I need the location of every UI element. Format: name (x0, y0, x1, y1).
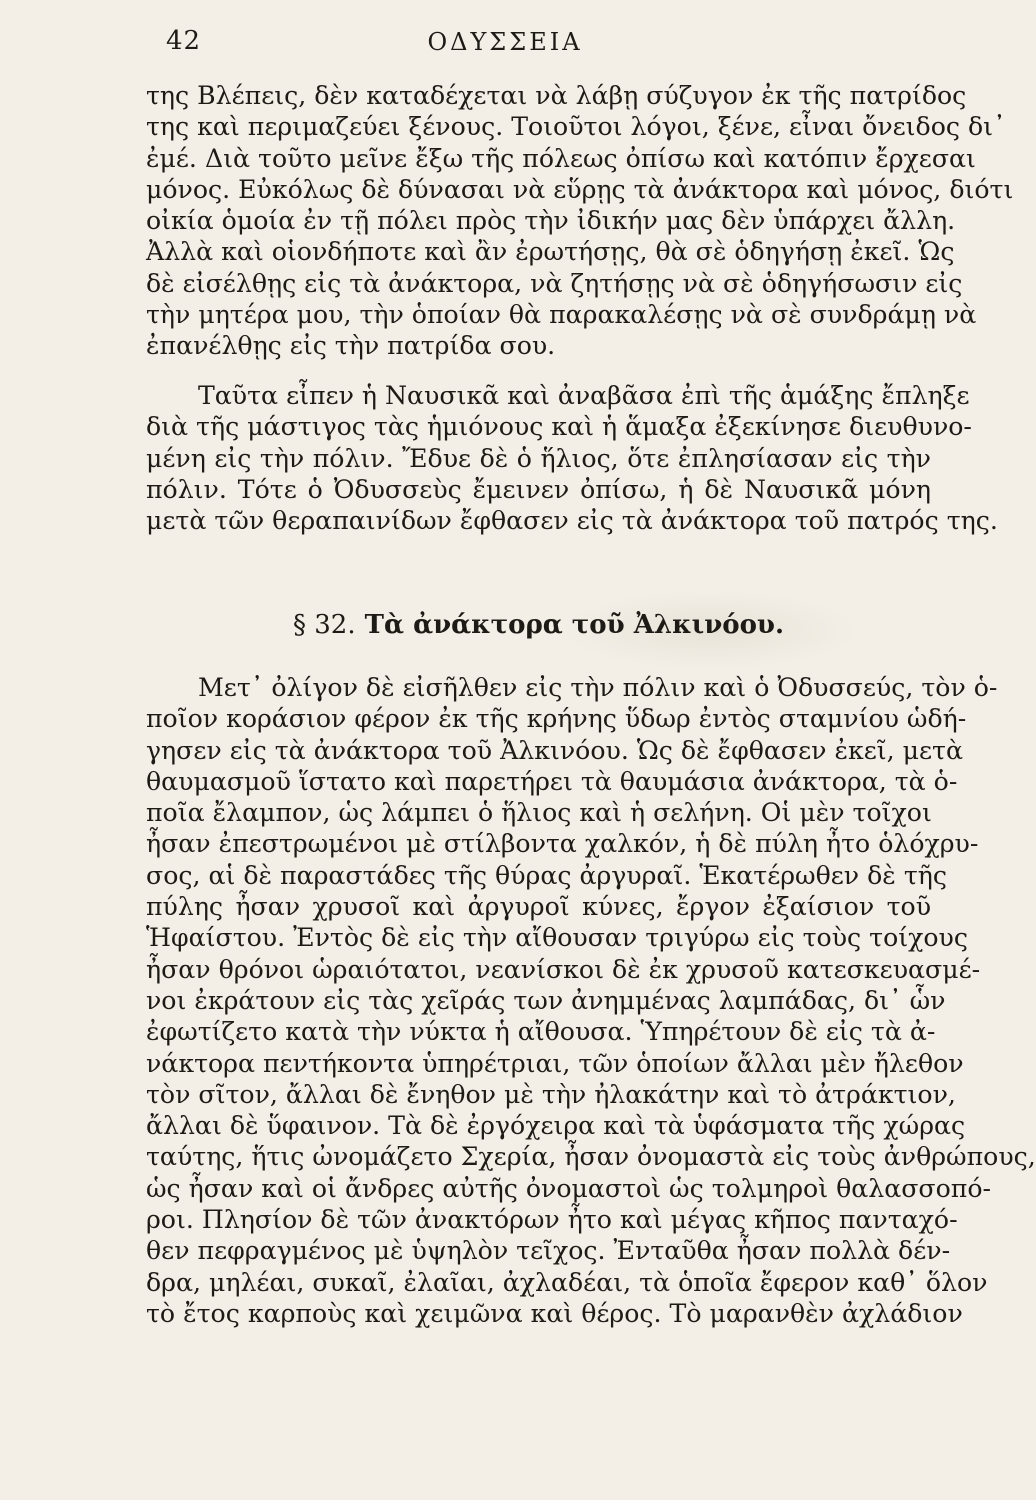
running-title: ΟΔΥΣΣΕΙΑ (427, 28, 583, 56)
text-line: θαυμασμοῦ ἵστατο καὶ παρετήρει τὰ θαυμάσια ἀνάκτορα, τὰ ὁ- (146, 766, 958, 796)
text-line: δὲ εἰσέλθῃς εἰς τὰ ἀνάκτορα, νὰ ζητήσῃς νὰ σὲ ὁδηγήσωσιν εἰς (146, 268, 963, 298)
text-line: ὡς ἦσαν καὶ οἱ ἄνδρες αὐτῆς ὀνομαστοὶ ὡς τολμηροὶ θαλασσοπό- (146, 1173, 991, 1203)
text-line: ταύτης, ἥτις ὠνομάζετο Σχερία, ἦσαν ὀνομαστὰ εἰς τοὺς ἀνθρώπους, (146, 1142, 1036, 1172)
text-line: νοι ἐκράτουν εἰς τὰς χεῖράς των ἀνημμένας λαμπάδας, δι᾽ ὧν (146, 985, 946, 1015)
text-line: της Βλέπεις, δὲν καταδέχεται νὰ λάβῃ σύζυγον ἐκ τῆς πατρίδος (146, 81, 967, 110)
text-line: τὸν σῖτον, ἄλλαι δὲ ἔνηθον μὲ τὴν ἠλακάτην καὶ τὸ ἀτράκτιον, (146, 1079, 956, 1109)
running-head (120, 26, 890, 66)
paragraph-2 (146, 380, 998, 536)
text-line: ποῖα ἔλαμπον, ὡς λάμπει ὁ ἥλιος καὶ ἡ σελήνη. Οἱ μὲν τοῖχοι (146, 798, 932, 828)
text-line: Μετ᾽ ὀλίγον δὲ εἰσῆλθεν εἰς τὴν πόλιν καὶ ὁ Ὀδυσσεύς, τὸν ὁ- (198, 673, 998, 702)
text-line: σος, αἱ δὲ παραστάδες τῆς θύρας ἀργυραῖ. Ἑκατέρωθεν δὲ τῆς (146, 860, 947, 890)
text-line: ἐφωτίζετο κατὰ τὴν νύκτα ἡ αἴθουσα. Ὑπηρέτουν δὲ εἰς τὰ ἀ- (146, 1017, 936, 1047)
section-heading (146, 610, 931, 640)
text-line: ἦσαν ἐπεστρωμένοι μὲ στίλβοντα χαλκόν, ἡ δὲ πύλη ἦτο ὁλόχρυ- (146, 829, 979, 859)
text-line: γησεν εἰς τὰ ἀνάκτορα τοῦ Ἀλκινόου. Ὡς δὲ ἔφθασεν ἐκεῖ, μετὰ (146, 735, 963, 765)
text-line: Ταῦτα εἶπεν ἡ Ναυσικᾶ καὶ ἀναβᾶσα ἐπὶ τῆς ἁμάξης ἔπληξε (198, 381, 970, 410)
text-line: διὰ τῆς μάστιγος τὰς ἡμιόνους καὶ ἡ ἅμαξα ἐξεκίνησε διευθυνο- (146, 412, 972, 442)
paragraph-1 (146, 80, 1014, 362)
text-line: νάκτορα πεντήκοντα ὑπηρέτριαι, τῶν ὁποίων ἄλλαι μὲν ἤλεθον (146, 1048, 964, 1078)
text-line: μετὰ τῶν θεραπαινίδων ἔφθασεν εἰς τὰ ἀνάκτορα τοῦ πατρός της. (146, 506, 998, 536)
text-line: τὸ ἔτος καρποὺς καὶ χειμῶνα καὶ θέρος. Τὸ μαρανθὲν ἀχλάδιον (146, 1298, 963, 1328)
text-line: ἐμέ. Διὰ τοῦτο μεῖνε ἔξω τῆς πόλεως ὀπίσω καὶ κατόπιν ἔρχεσαι (146, 143, 976, 173)
paragraph-3 (146, 672, 1036, 1329)
text-line: ἐπανέλθῃς εἰς τὴν πατρίδα σου. (146, 331, 556, 361)
text-line: ἄλλαι δὲ ὕφαινον. Τὰ δὲ ἐργόχειρα καὶ τὰ ὑφάσματα τῆς χώρας (146, 1111, 966, 1141)
text-line: τὴν μητέρα μου, τὴν ὁποίαν θὰ παρακαλέσῃς νὰ σὲ συνδράμῃ νὰ (146, 300, 977, 330)
text-line: μόνος. Εὐκόλως δὲ δύνασαι νὰ εὕρῃς τὰ ἀνάκτορα καὶ μόνος, διότι (146, 174, 1014, 204)
text-line: ἦσαν θρόνοι ὡραιότατοι, νεανίσκοι δὲ ἐκ χρυσοῦ κατεσκευασμέ- (146, 954, 981, 984)
text-line: Ἡφαίστου. Ἐντὸς δὲ εἰς τὴν αἴθουσαν τριγύρω εἰς τοὺς τοίχους (146, 923, 968, 953)
text-line: δρα, μηλέαι, συκαῖ, ἐλαῖαι, ἀχλαδέαι, τὰ ὁποῖα ἔφερον καθ᾽ ὅλον (146, 1267, 988, 1297)
text-line: θεν πεφραγμένος μὲ ὑψηλὸν τεῖχος. Ἐνταῦθα ἦσαν πολλὰ δέν- (146, 1236, 951, 1266)
text-line: Ἀλλὰ καὶ οἱονδήποτε καὶ ἂν ἐρωτήσῃς, θὰ σὲ ὁδηγήσῃ ἐκεῖ. Ὡς (146, 237, 955, 267)
text-line: μένη εἰς τὴν πόλιν. Ἔδυε δὲ ὁ ἥλιος, ὅτε ἐπλησίασαν εἰς τὴν (146, 443, 931, 473)
section-number: § 32. (292, 610, 356, 640)
text-line: πύλης ἦσαν χρυσοῖ καὶ ἀργυροῖ κύνες, ἔργον ἐξαίσιον τοῦ (146, 892, 931, 922)
text-line: ροι. Πλησίον δὲ τῶν ἀνακτόρων ἦτο καὶ μέγας κῆπος πανταχό- (146, 1205, 958, 1235)
page-number: 42 (166, 26, 202, 56)
text-line: οἰκία ὁμοία ἐν τῇ πόλει πρὸς τὴν ἰδικήν μας δὲν ὑπάρχει ἄλλη. (146, 206, 956, 236)
text-line: ποῖον κοράσιον φέρον ἐκ τῆς κρήνης ὕδωρ ἐντὸς σταμνίου ὡδή- (146, 704, 967, 734)
text-line: της καὶ περιμαζεύει ξένους. Τοιοῦτοι λόγοι, ξένε, εἶναι ὄνειδος δι᾽ (146, 112, 1006, 142)
section-title: Τὰ ἀνάκτορα τοῦ Ἀλκινόου. (364, 610, 785, 640)
text-line: πόλιν. Τότε ὁ Ὀδυσσεὺς ἔμεινεν ὀπίσω, ἡ δὲ Ναυσικᾶ μόνη (146, 474, 931, 504)
